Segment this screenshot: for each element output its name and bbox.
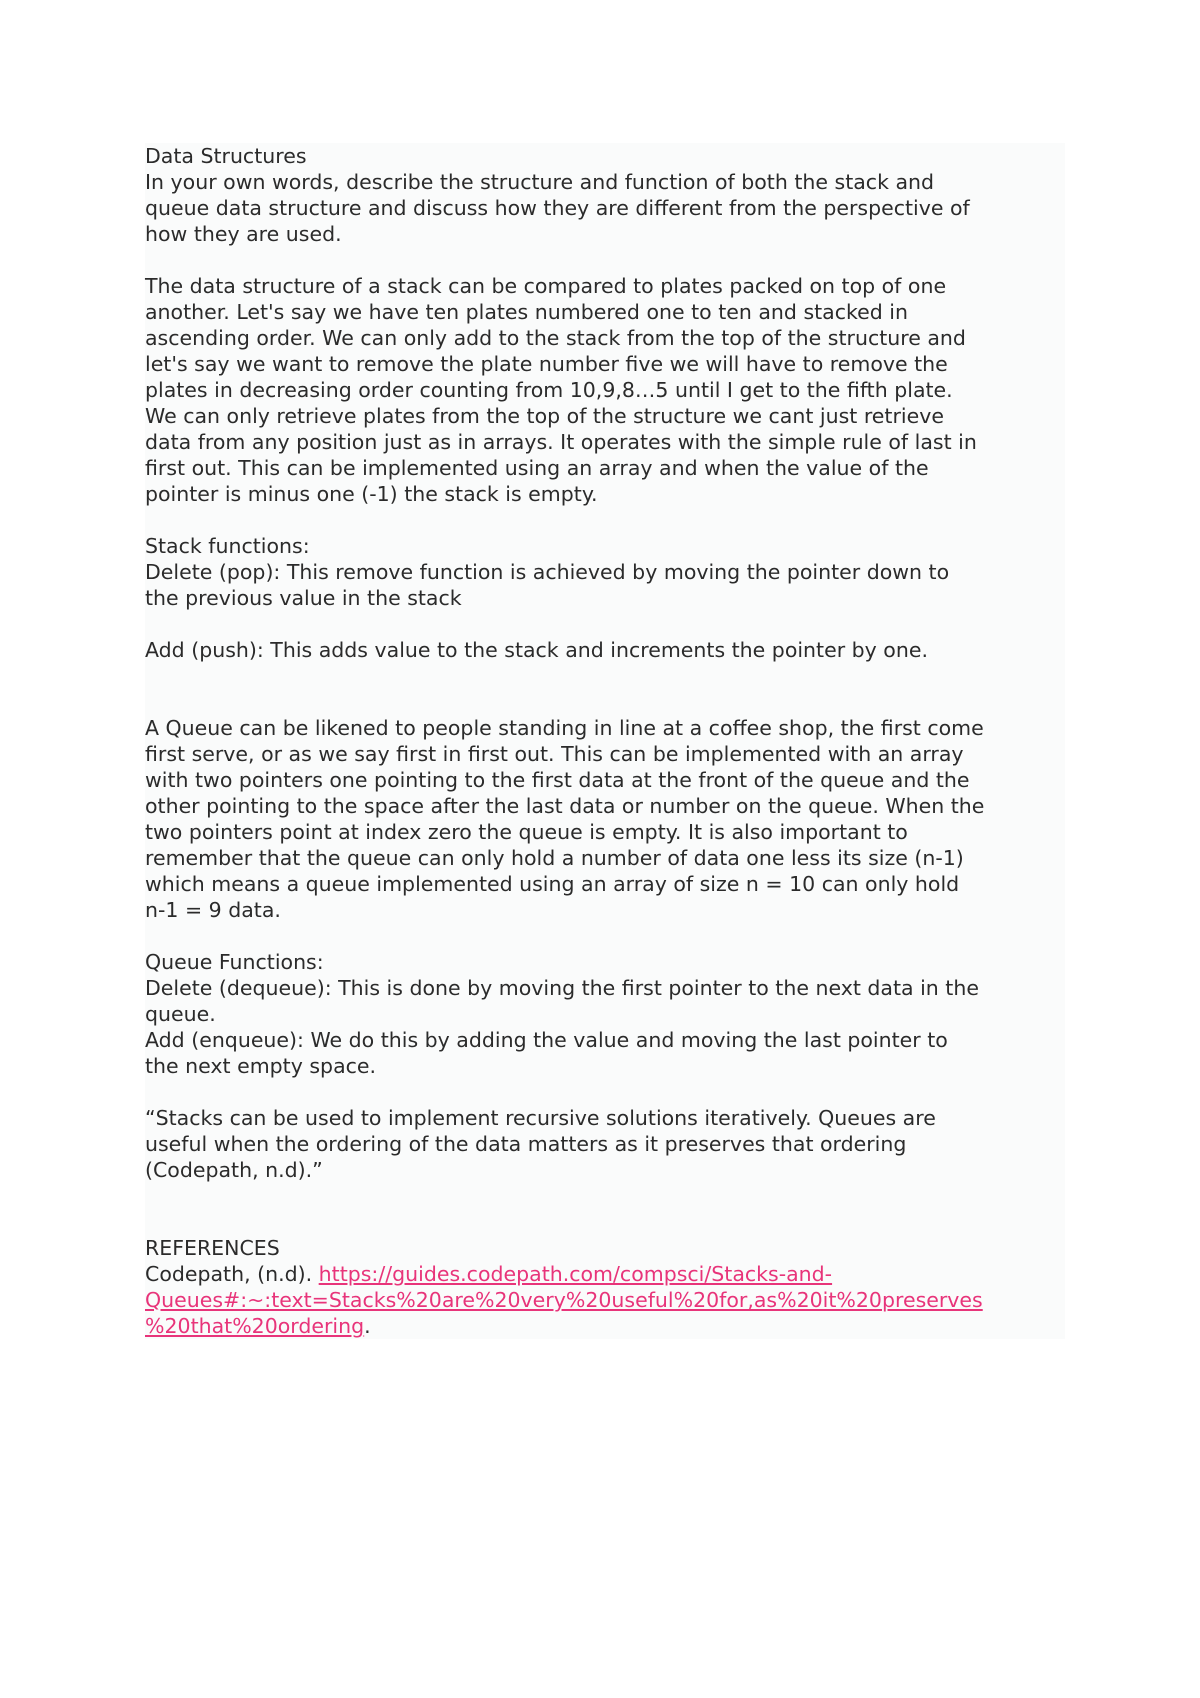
stack-add-line: Add (push): This adds value to the stack and increments the pointer by one. [145,638,928,662]
stack-paragraph-line: another. Let's say we have ten plates numbered one to ten and stacked in [145,300,908,324]
queue-paragraph-line: other pointing to the space after the last data or number on the queue. When the [145,794,985,818]
blank-line [145,247,1065,273]
stack-paragraph-line: The data structure of a stack can be compared to plates packed on top of one [145,274,947,298]
quote-line: (Codepath, n.d).” [145,1158,323,1182]
blank-line [145,1079,1065,1105]
queue-delete-line: Delete (dequeue): This is done by moving the first pointer to the next data in the [145,976,979,1000]
prompt-line: how they are used. [145,222,342,246]
queue-paragraph-line: n-1 = 9 data. [145,898,281,922]
stack-functions-heading: Stack functions: [145,534,310,558]
stack-paragraph-line: pointer is minus one (-1) the stack is empty. [145,482,598,506]
queue-add-line: the next empty space. [145,1054,377,1078]
stack-paragraph-line: plates in decreasing order counting from 10,9,8…5 until I get to the fifth plate. [145,378,953,402]
queue-paragraph-line: which means a queue implemented using an array of size n = 10 can only hold [145,872,960,896]
stack-paragraph-line: first out. This can be implemented using an array and when the value of the [145,456,929,480]
blank-line [145,507,1065,533]
document-body [145,143,1065,1339]
quote-line: useful when the ordering of the data matters as it preserves that ordering [145,1132,907,1156]
reference-entry-continued [145,1287,1065,1313]
document-title: Data Structures [145,144,307,168]
quote-line: “Stacks can be used to implement recursive solutions iteratively. Queues are [145,1106,936,1130]
reference-link[interactable]: https://guides.codepath.com/compsci/Stacks-and- [318,1262,833,1286]
references-heading: REFERENCES [145,1236,280,1260]
reference-link[interactable]: %20that%20ordering [145,1314,365,1338]
queue-functions-heading: Queue Functions: [145,950,324,974]
queue-paragraph-line: A Queue can be likened to people standing in line at a coffee shop, the first come [145,716,984,740]
reference-prefix: Codepath, (n.d). [145,1262,319,1286]
queue-paragraph-line: first serve, or as we say first in first out. This can be implemented with an array [145,742,964,766]
queue-paragraph-line: remember that the queue can only hold a number of data one less its size (n-1) [145,846,964,870]
queue-add-line: Add (enqueue): We do this by adding the value and moving the last pointer to [145,1028,948,1052]
reference-link[interactable]: Queues#:~:text=Stacks%20are%20very%20useful%20for,as%20it%20preserves [145,1288,983,1312]
stack-paragraph-line: data from any position just as in arrays. It operates with the simple rule of last in [145,430,977,454]
blank-line [145,923,1065,949]
stack-delete-line: the previous value in the stack [145,586,462,610]
stack-paragraph-line: ascending order. We can only add to the stack from the top of the structure and [145,326,966,350]
reference-entry-continued [145,1313,1065,1339]
prompt-line: queue data structure and discuss how they are different from the perspective of [145,196,970,220]
queue-delete-line: queue. [145,1002,216,1026]
queue-paragraph-line: two pointers point at index zero the queue is empty. It is also important to [145,820,908,844]
blank-line [145,663,1065,715]
stack-delete-line: Delete (pop): This remove function is achieved by moving the pointer down to [145,560,950,584]
blank-line [145,611,1065,637]
queue-paragraph-line: with two pointers one pointing to the first data at the front of the queue and the [145,768,970,792]
prompt-line: In your own words, describe the structure and function of both the stack and [145,170,935,194]
reference-suffix: . [364,1314,371,1338]
stack-paragraph-line: We can only retrieve plates from the top of the structure we cant just retrieve [145,404,944,428]
stack-paragraph-line: let's say we want to remove the plate number five we will have to remove the [145,352,948,376]
reference-entry [145,1261,1065,1287]
blank-line [145,1183,1065,1235]
